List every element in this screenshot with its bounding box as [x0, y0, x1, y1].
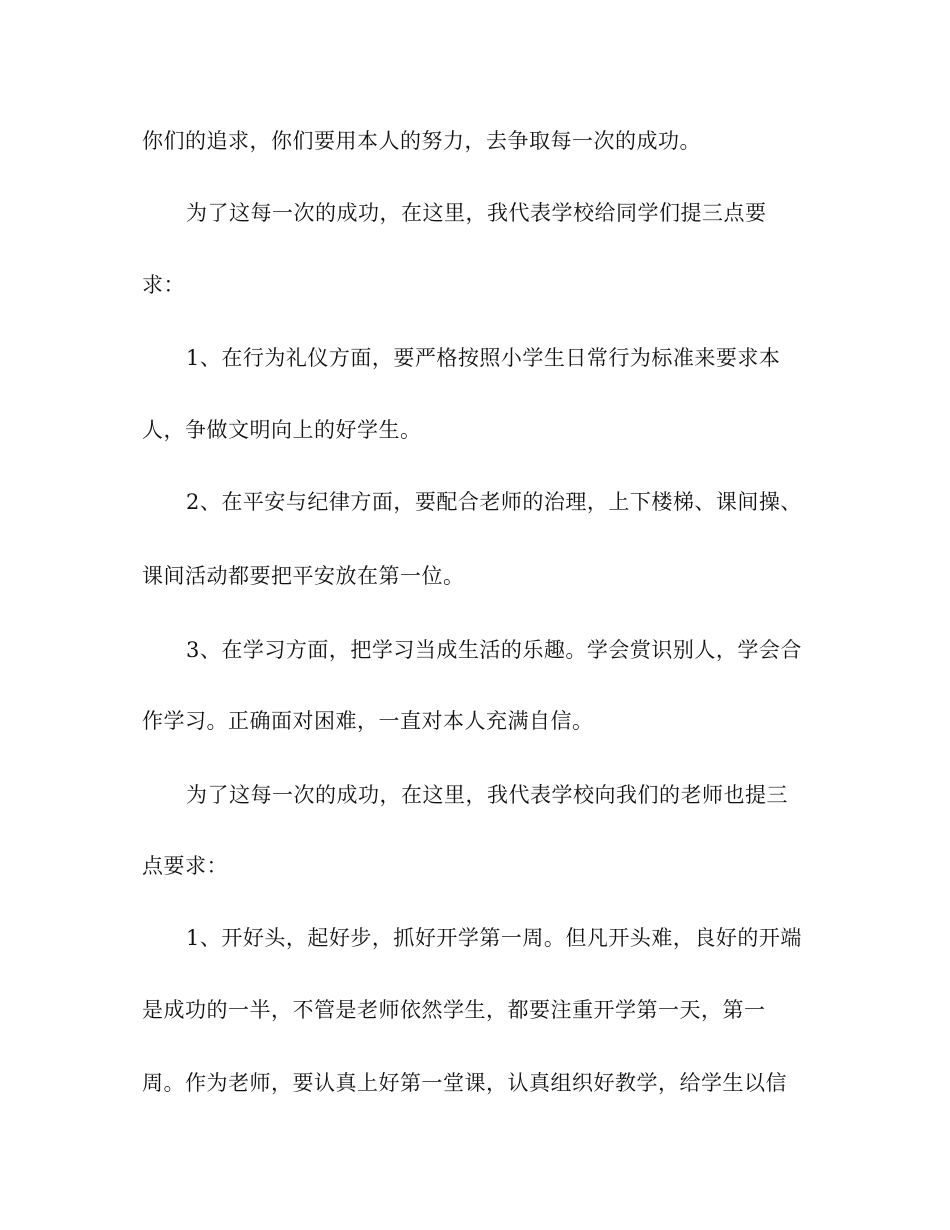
text-line: 点要求：: [142, 854, 228, 878]
text-line: 你们的追求，你们要用本人的努力，去争取每一次的成功。: [142, 129, 701, 153]
list-item-start: 1、开好头，起好步，抓好开学第一周。但凡开头难，良好的开端: [186, 926, 802, 950]
text-line: 是成功的一半，不管是老师依然学生，都要注重开学第一天，第一: [142, 998, 766, 1022]
list-item-start: 3、在学习方面，把学习当成生活的乐趣。学会赏识别人，学会合: [186, 638, 802, 662]
list-item-start: 2、在平安与纪律方面，要配合老师的治理，上下楼梯、课间操、: [186, 490, 802, 514]
paragraph-start: 为了这每一次的成功，在这里，我代表学校向我们的老师也提三: [186, 783, 788, 807]
paragraph-start: 为了这每一次的成功，在这里，我代表学校给同学们提三点要: [186, 201, 767, 225]
list-item-start: 1、在行为礼仪方面，要严格按照小学生日常行为标准来要求本: [186, 346, 781, 370]
text-line: 课间活动都要把平安放在第一位。: [142, 564, 465, 588]
text-line: 人，争做文明向上的好学生。: [142, 418, 422, 442]
text-line: 作学习。正确面对困难，一直对本人充满自信。: [142, 709, 594, 733]
text-line: 周。作为老师，要认真上好第一堂课，认真组织好教学，给学生以信: [142, 1071, 787, 1095]
text-line: 求：: [142, 273, 185, 297]
